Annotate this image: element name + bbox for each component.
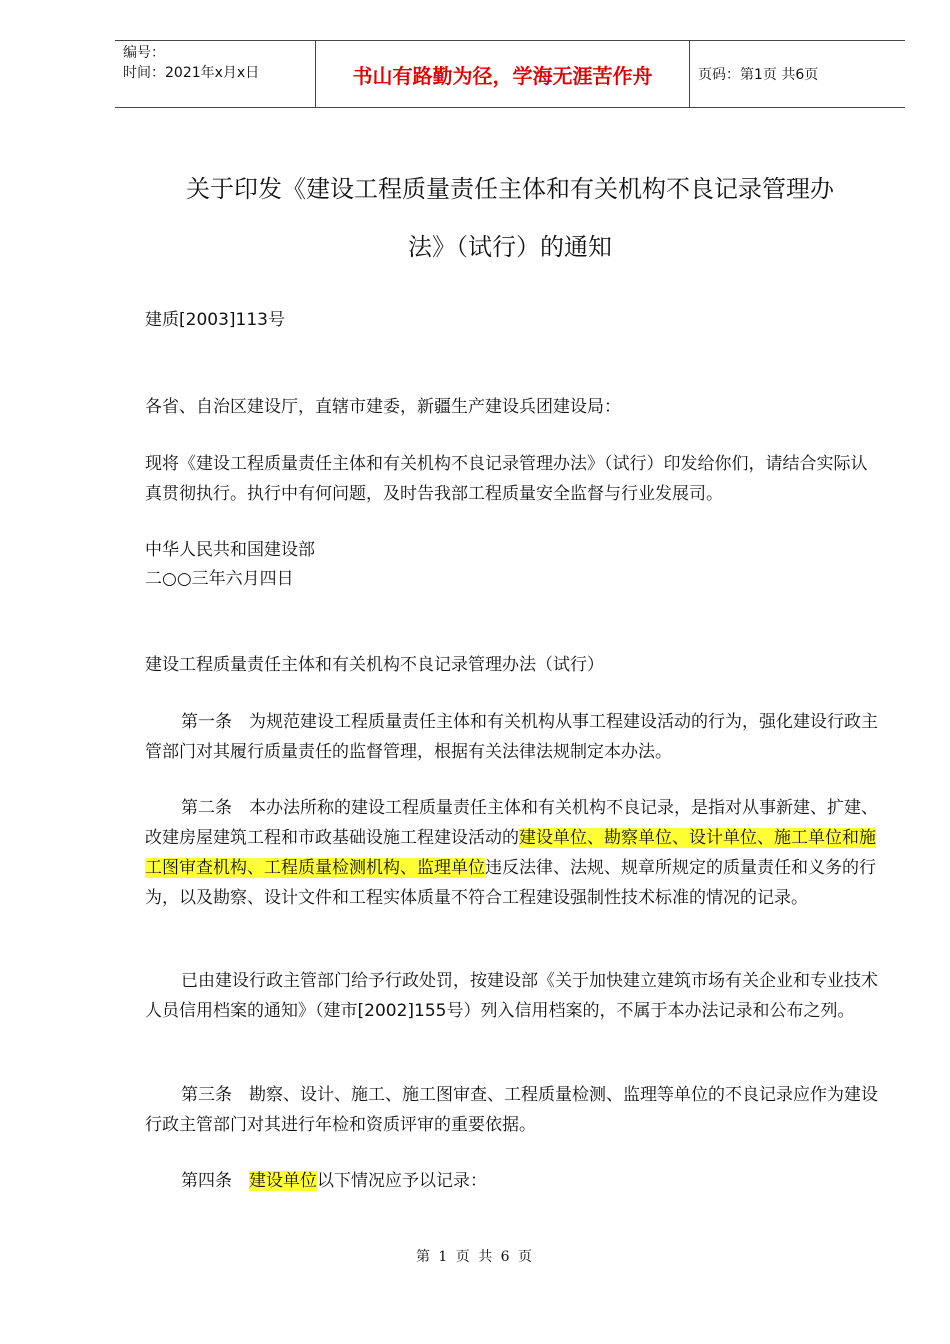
article-2-text: 第二条 本办法所称的建设工程质量责任主体和有关机构不良记录，是指对从事新建、扩建、改建房屋建筑工程和市政基础设施工程建设活动的 <box>145 798 878 848</box>
article-4-text: 第四条 <box>181 1171 249 1191</box>
page-footer: 第 1 页 共 6 页 <box>415 1249 535 1265</box>
issue-date: 二○○三年六月四日 <box>145 569 294 589</box>
intro-paragraph: 现将《建设工程质量责任主体和有关机构不良记录管理办法》（试行）印发给你们，请结合实际认真贯彻执行。执行中有何问题，及时告我部工程质量安全监督与行业发展司。 <box>145 454 868 504</box>
article-2-highlight: 建设单位、勘察单位、设计单位、施工单位和施工图审查机构、工程质量检测机构、监理单位 <box>145 828 876 878</box>
exclusion-paragraph: 已由建设行政主管部门给予行政处罚，按建设部《关于加快建立建筑市场有关企业和专业技术人员信用档案的通知》（建市[2002]155号）列入信用档案的，不属于本办法记录和公布之列。 <box>145 971 878 1021</box>
serial-label: 编号： <box>123 45 165 61</box>
doc-number: 建质[2003]113号 <box>145 310 285 330</box>
salutation: 各省、自治区建设厅，直辖市建委，新疆生产建设兵团建设局： <box>145 397 621 417</box>
doc-title-line1: 关于印发《建设工程质量责任主体和有关机构不良记录管理办 <box>186 175 834 203</box>
article-1: 第一条 为规范建设工程质量责任主体和有关机构从事工程建设活动的行为，强化建设行政主管部门对其履行质量责任的监督管理，根据有关法律法规制定本办法。 <box>145 712 878 762</box>
article-4-text-end: 以下情况应予以记录： <box>317 1171 487 1191</box>
issuer: 中华人民共和国建设部 <box>145 540 315 560</box>
header-page-label: 页码：第1页 共6页 <box>698 67 819 83</box>
measure-title: 建设工程质量责任主体和有关机构不良记录管理办法（试行） <box>145 655 604 675</box>
time-label: 时间：2021年x月x日 <box>123 65 260 81</box>
header-motto: 书山有路勤为径，学海无涯苦作舟 <box>315 41 690 107</box>
page-header <box>115 40 905 108</box>
article-4-highlight: 建设单位 <box>249 1171 317 1191</box>
doc-title-line2: 法》（试行）的通知 <box>408 233 612 261</box>
header-meta <box>115 41 315 107</box>
article-2-text-end: 违反法律、法规、规章所规定的质量责任和义务的行为，以及勘察、设计文件和工程实体质量不符合工程建设强制性技术标准的情况的记录。 <box>145 858 876 908</box>
article-2 <box>145 793 880 913</box>
article-4 <box>145 1166 880 1196</box>
article-3: 第三条 勘察、设计、施工、施工图审查、工程质量检测、监理等单位的不良记录应作为建设行政主管部门对其进行年检和资质评审的重要依据。 <box>145 1085 878 1135</box>
